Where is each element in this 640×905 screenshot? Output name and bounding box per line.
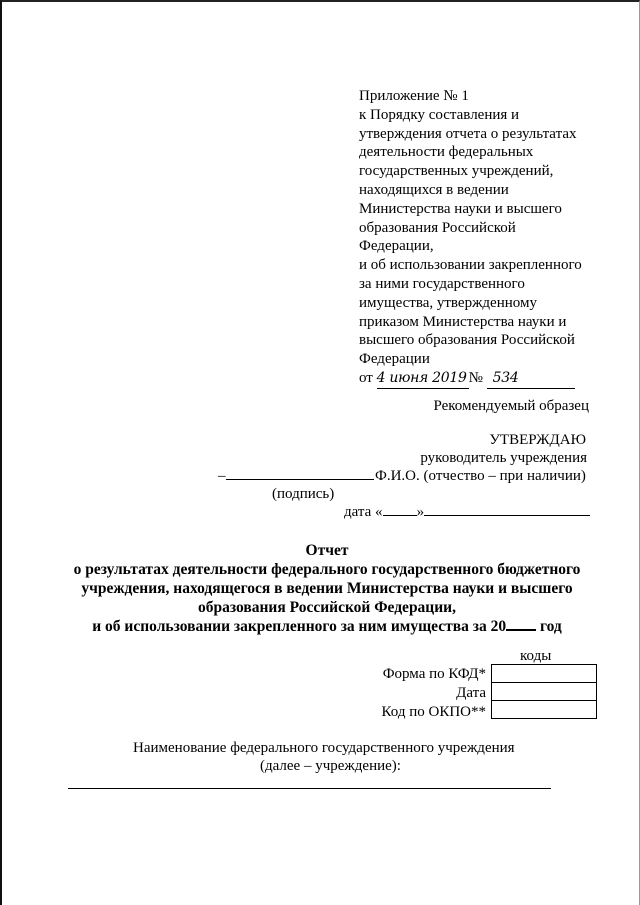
annex-line: приказом Министерства науки и [359, 313, 567, 330]
annex-line: к Порядку составления и [359, 106, 520, 123]
report-title-line: образования Российской Федерации, [198, 599, 456, 616]
date-label: дата « [344, 504, 383, 520]
code-row-label: Форма по КФД* [382, 666, 486, 682]
code-cell[interactable] [492, 701, 597, 719]
signature-line: – [218, 468, 374, 485]
annex-line: образования Российской [359, 219, 516, 236]
head-label: руководитель учреждения [420, 450, 587, 466]
report-heading: Отчет [305, 542, 349, 559]
institution-name-line[interactable] [68, 788, 551, 789]
order-prefix: от [359, 369, 373, 386]
codes-header: коды [520, 648, 552, 664]
order-date-handwritten: 4 июня 2019 [377, 369, 469, 389]
annex-line: находящихся в ведении [359, 181, 509, 198]
annex-line: Федерации [359, 351, 430, 368]
code-cell[interactable] [492, 665, 597, 683]
date-mid: » [416, 504, 425, 520]
report-year-line [22, 617, 632, 636]
approval-date [344, 504, 590, 521]
annex-block [359, 87, 609, 388]
order-number-label: № [468, 369, 483, 386]
institution-label: Наименование федерального государственного учреждения [133, 740, 515, 756]
annex-line: Федерации, [359, 238, 434, 255]
annex-line: имущества, утвержденному [359, 294, 537, 311]
order-reference [359, 369, 609, 388]
code-cell[interactable] [492, 683, 597, 701]
year-line-prefix: и об использовании закрепленного за ним имущества за 20 [92, 618, 507, 635]
order-number-handwritten: 534 [487, 369, 575, 389]
code-row-label: Код по ОКПО** [381, 704, 486, 720]
code-row-label: Дата [456, 685, 486, 701]
annex-line: деятельности федеральных [359, 144, 534, 161]
annex-line: высшего образования Российской [359, 332, 575, 349]
report-title-line: учреждения, находящегося в ведении Министерства науки и высшего [81, 580, 573, 597]
annex-line: утверждения отчета о результатах [359, 125, 577, 142]
annex-line: и об использовании закрепленного [359, 257, 582, 274]
annex-line: за ними государственного [359, 275, 525, 292]
approve-stamp: УТВЕРЖДАЮ [489, 432, 586, 448]
report-title-line: о результатах деятельности федерального государственного бюджетного [73, 561, 581, 578]
codes-table [491, 664, 597, 719]
signature-caption: (подпись) [272, 486, 335, 502]
year-line-suffix: год [539, 618, 562, 635]
fio-label: Ф.И.О. (отчество – при наличии) [375, 468, 586, 484]
annex-line: государственных учреждений, [359, 163, 554, 180]
institution-sublabel: (далее – учреждение): [260, 758, 401, 774]
recommended-sample: Рекомендуемый образец [433, 398, 589, 414]
annex-line: Министерства науки и высшего [359, 200, 562, 217]
annex-line: Приложение № 1 [359, 88, 469, 104]
